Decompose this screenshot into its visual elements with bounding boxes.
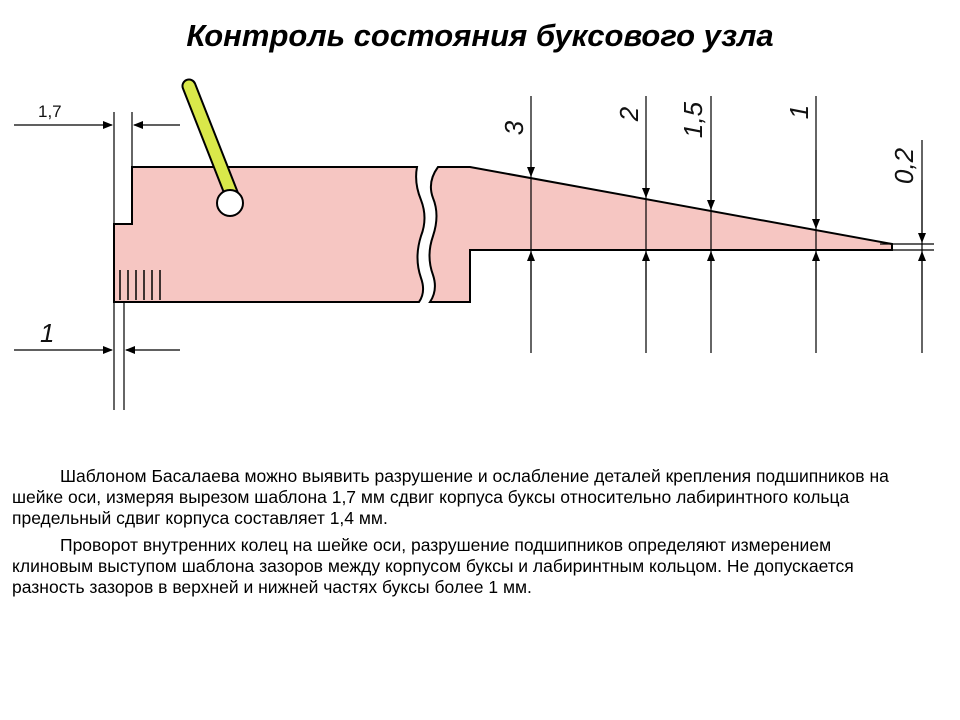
step-label-2: 2 [614, 106, 644, 122]
dimension-label-1-7: 1,7 [38, 102, 62, 121]
step-label-1-5: 1,5 [678, 101, 708, 139]
paragraph-1: Шаблоном Басалаева можно выявить разрушение и ослабление деталей крепления подшипников на шейке оси, измеряя вырезом шаблона 1,7 мм сдвиг корпуса буксы относительно лабиринтного кольца предельный сдвиг корпуса составляет 1,4 мм. [12, 466, 889, 528]
dimension-label-1-left: 1 [40, 318, 55, 348]
paragraph-2: Проворот внутренних колец на шейке оси, разрушение подшипников определяют измерением клиновым выступом шаблона зазоров между корпусом буксы и лабиринтным кольцом. Не допускается разность зазоров в верхней и нижней частях буксы более 1 мм. [12, 535, 854, 597]
page-title: Контроль состояния буксового узла [186, 18, 774, 53]
step-label-3: 3 [499, 120, 529, 136]
step-label-1: 1 [784, 104, 814, 120]
template-wedge-right [430, 167, 893, 302]
tip-label-0-2: 0,2 [889, 147, 919, 185]
description-text [12, 466, 912, 604]
